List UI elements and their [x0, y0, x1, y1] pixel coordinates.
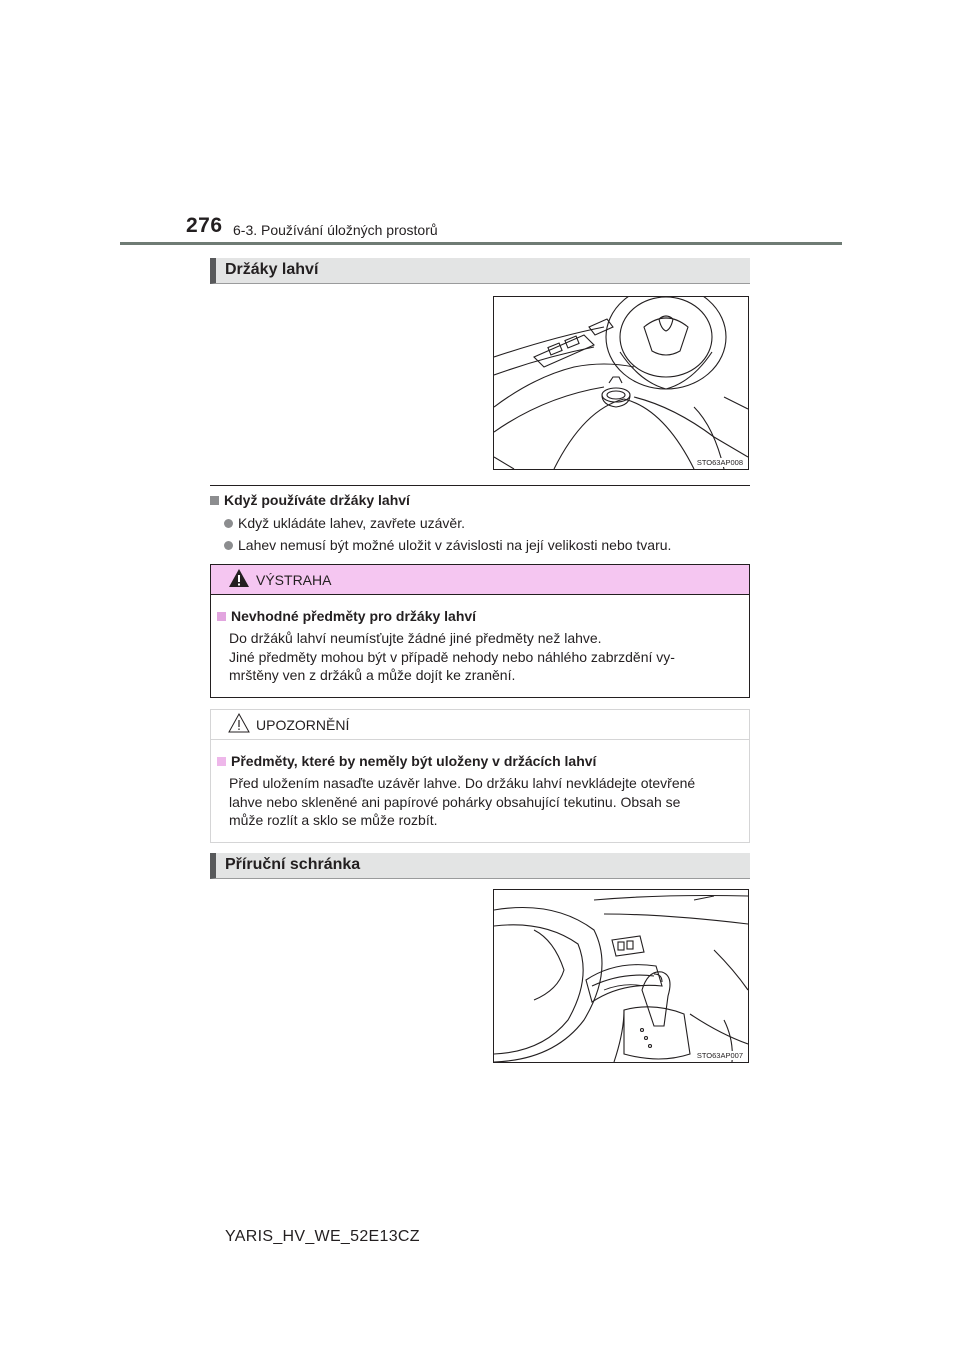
square-bullet-icon	[217, 612, 226, 621]
header-rule	[120, 242, 842, 245]
bullet-item	[224, 537, 671, 553]
bullet-text: Když ukládáte lahev, zavřete uzávěr.	[238, 515, 465, 531]
glove-box-heading	[210, 853, 750, 879]
caution-label: UPOZORNĚNÍ	[256, 717, 350, 733]
page-number: 276	[186, 214, 223, 237]
model-code-footer: YARIS_HV_WE_52E13CZ	[225, 1228, 420, 1245]
caution-subheading-text: Předměty, které by neměly být uloženy v držácích lahví	[231, 753, 597, 769]
section-title: 6-3. Používání úložných prostorů	[233, 222, 438, 238]
cup-holder-illustration	[494, 297, 748, 469]
square-bullet-icon	[217, 757, 226, 766]
round-bullet-icon	[224, 519, 233, 528]
cup-holders-heading-text: Držáky lahví	[225, 261, 319, 278]
cup-holder-subheading-text: Když používáte držáky lahví	[224, 492, 410, 508]
caution-line: lahve nebo skleněné ani papírové pohárky obsahující tekutinu. Obsah se	[229, 793, 681, 810]
bullet-text: Lahev nemusí být možné uložit v závislosti na její velikosti nebo tvaru.	[238, 537, 672, 553]
glove-box-illustration	[494, 890, 748, 1062]
warning-subheading-text: Nevhodné předměty pro držáky lahví	[231, 608, 477, 624]
cup-holder-subheading	[210, 492, 410, 508]
warning-header	[211, 565, 749, 595]
caution-line: může rozlít a sklo se může rozbít.	[229, 812, 438, 828]
caution-box	[210, 709, 750, 843]
warning-label: VÝSTRAHA	[256, 572, 332, 588]
caution-triangle-icon	[228, 712, 250, 734]
glove-box-figure	[493, 889, 749, 1063]
warning-subheading	[217, 608, 476, 624]
warning-text	[229, 629, 741, 685]
cup-holder-figure-code: STO63AP008	[696, 458, 743, 467]
warning-triangle-icon	[228, 567, 250, 589]
glove-box-figure-code: STO63AP007	[696, 1051, 743, 1060]
caution-line: Před uložením nasaďte uzávěr lahve. Do držáku lahví nevkládejte otevřené	[229, 775, 696, 791]
bullet-item	[224, 515, 465, 531]
warning-line: mrštěny ven z držáků a může dojít ke zranění.	[229, 667, 516, 683]
caution-subheading	[217, 753, 596, 769]
warning-box	[210, 564, 750, 698]
cup-holder-figure	[493, 296, 749, 470]
warning-line: Jiné předměty mohou být v případě nehody nebo náhlého zabrzdění vy-	[229, 648, 675, 665]
glove-box-heading-text: Příruční schránka	[225, 856, 361, 873]
square-bullet-icon	[210, 496, 219, 505]
warning-line: Do držáků lahví neumísťujte žádné jiné předměty než lahve.	[229, 630, 602, 646]
caution-header	[211, 710, 749, 740]
section-divider	[210, 485, 750, 486]
caution-text	[229, 774, 741, 830]
round-bullet-icon	[224, 541, 233, 550]
cup-holders-heading	[210, 258, 750, 284]
